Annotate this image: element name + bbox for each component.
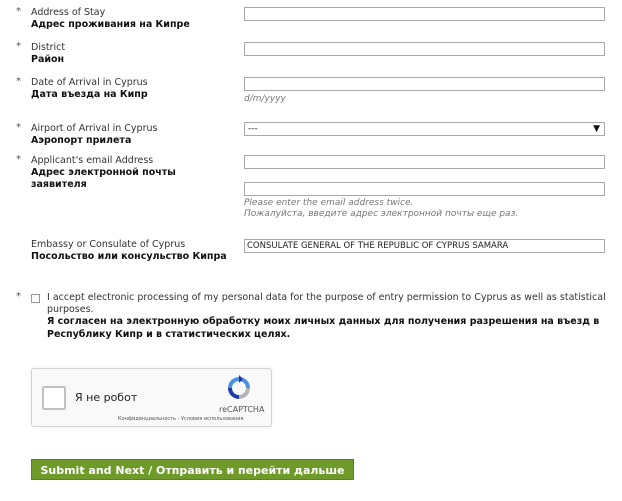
date-format-hint: d/m/yyyy	[244, 94, 286, 104]
recaptcha-links[interactable]: Конфиденциальность - Условия использования	[118, 416, 244, 422]
airport-label-en: Airport of Arrival in Cyprus	[31, 123, 158, 134]
district-input[interactable]	[244, 42, 605, 56]
embassy-label-en: Embassy or Consulate of Cyprus	[31, 239, 186, 250]
address-input[interactable]	[244, 7, 605, 21]
email-label-ru-line1: Адрес электронной почты	[31, 167, 176, 178]
address-label-ru: Адрес проживания на Кипре	[31, 19, 190, 30]
embassy-input[interactable]	[244, 239, 605, 253]
required-mark: *	[16, 154, 21, 165]
airport-label-ru: Аэропорт прилета	[31, 135, 132, 146]
submit-next-button[interactable]: Submit and Next / Отправить и перейти дальше	[31, 459, 354, 480]
recaptcha-logo-icon	[226, 375, 252, 401]
address-label-en: Address of Stay	[31, 7, 106, 18]
embassy-label-ru: Посольство или консульство Кипра	[31, 251, 227, 262]
airport-selected-value: ---	[248, 124, 258, 134]
arrival-date-input[interactable]	[244, 77, 605, 91]
recaptcha-widget	[31, 368, 272, 427]
district-label-en: District	[31, 42, 66, 53]
email-hint-en: Please enter the email address twice.	[244, 198, 414, 208]
email-hint-ru: Пожалуйста, введите адрес электронной почты еще раз.	[244, 209, 519, 219]
required-mark: *	[16, 76, 21, 87]
email-label-en: Applicant's email Address	[31, 155, 154, 166]
email-confirm-input[interactable]	[244, 182, 605, 196]
arrival-date-label-en: Date of Arrival in Cyprus	[31, 77, 148, 88]
recaptcha-checkbox[interactable]	[42, 386, 66, 410]
required-mark: *	[16, 122, 21, 133]
recaptcha-label: Я не робот	[75, 391, 138, 404]
arrival-date-label-ru: Дата въезда на Кипр	[31, 89, 148, 100]
chevron-down-icon: ▼	[593, 124, 600, 134]
airport-select[interactable]	[244, 122, 605, 136]
recaptcha-brand: reCAPTCHA	[219, 405, 265, 414]
required-mark: *	[16, 6, 21, 17]
consent-text-en: I accept electronic processing of my personal data for the purpose of entry permission to Cyprus as well as statistical purposes.	[47, 292, 606, 315]
consent-checkbox[interactable]	[31, 294, 40, 303]
consent-text-ru: Я согласен на электронную обработку моих личных данных для получения разрешения на въезд в Республику Кипр и в статистических целях.	[47, 316, 600, 340]
email-label-ru-line2: заявителя	[31, 179, 87, 190]
email-input[interactable]	[244, 155, 605, 169]
required-mark: *	[16, 41, 21, 52]
required-mark: *	[16, 291, 21, 302]
district-label-ru: Район	[31, 54, 65, 65]
